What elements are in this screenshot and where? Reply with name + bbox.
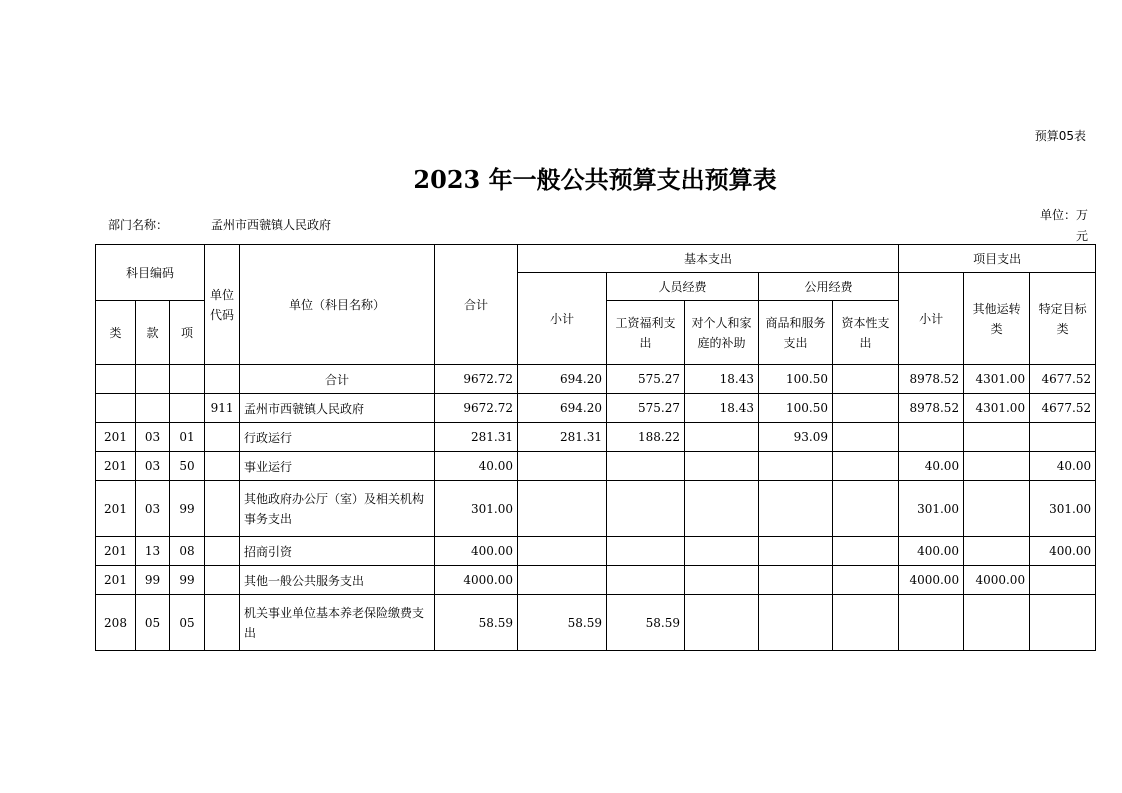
cell-capital — [833, 394, 899, 423]
cell-goods: 100.50 — [759, 394, 833, 423]
header-basic: 基本支出 — [518, 245, 899, 273]
cell-lei — [96, 394, 136, 423]
cell-lei: 201 — [96, 537, 136, 566]
table-row — [96, 452, 1096, 481]
cell-basic-subtotal: 281.31 — [518, 423, 607, 452]
cell-name: 其他政府办公厅（室）及相关机构事务支出 — [240, 481, 435, 537]
cell-project-subtotal: 8978.52 — [899, 365, 964, 394]
cell-individual: 18.43 — [685, 394, 759, 423]
cell-specific: 4677.52 — [1030, 394, 1096, 423]
cell-lei: 201 — [96, 452, 136, 481]
cell-other-transfer — [964, 452, 1030, 481]
cell-unit-code — [205, 423, 240, 452]
header-capital: 资本性支出 — [833, 301, 899, 365]
cell-goods — [759, 481, 833, 537]
table-row — [96, 537, 1096, 566]
page-title: 2023 年一般公共预算支出预算表 — [413, 165, 777, 194]
cell-goods — [759, 452, 833, 481]
cell-total: 400.00 — [435, 537, 518, 566]
cell-wages — [607, 566, 685, 595]
header-specific: 特定目标类 — [1030, 273, 1096, 365]
cell-kuan — [136, 394, 170, 423]
cell-project-subtotal: 8978.52 — [899, 394, 964, 423]
cell-xiang — [170, 365, 205, 394]
header-total: 合计 — [435, 245, 518, 365]
cell-xiang: 01 — [170, 423, 205, 452]
table-row — [96, 423, 1096, 452]
cell-capital — [833, 595, 899, 651]
cell-total: 40.00 — [435, 452, 518, 481]
cell-wages: 575.27 — [607, 394, 685, 423]
cell-wages — [607, 481, 685, 537]
header-goods: 商品和服务支出 — [759, 301, 833, 365]
cell-other-transfer — [964, 537, 1030, 566]
cell-total: 9672.72 — [435, 394, 518, 423]
cell-xiang — [170, 394, 205, 423]
cell-goods: 93.09 — [759, 423, 833, 452]
cell-basic-subtotal — [518, 566, 607, 595]
cell-specific — [1030, 595, 1096, 651]
cell-goods — [759, 566, 833, 595]
cell-total: 9672.72 — [435, 365, 518, 394]
cell-individual — [685, 595, 759, 651]
cell-individual — [685, 566, 759, 595]
cell-kuan — [136, 365, 170, 394]
cell-unit-code — [205, 595, 240, 651]
table-row — [96, 394, 1096, 423]
cell-unit-code: 911 — [205, 394, 240, 423]
cell-specific: 4677.52 — [1030, 365, 1096, 394]
cell-other-transfer — [964, 423, 1030, 452]
cell-basic-subtotal: 694.20 — [518, 365, 607, 394]
cell-specific — [1030, 566, 1096, 595]
header-project-subtotal: 小计 — [899, 273, 964, 365]
cell-basic-subtotal — [518, 452, 607, 481]
department-label: 部门名称： — [108, 218, 169, 232]
cell-name: 合计 — [240, 365, 435, 394]
cell-total: 4000.00 — [435, 566, 518, 595]
cell-lei: 201 — [96, 481, 136, 537]
header-individual: 对个人和家庭的补助 — [685, 301, 759, 365]
cell-name: 行政运行 — [240, 423, 435, 452]
cell-specific: 40.00 — [1030, 452, 1096, 481]
header-personnel: 人员经费 — [607, 273, 759, 301]
cell-lei: 208 — [96, 595, 136, 651]
cell-wages — [607, 452, 685, 481]
cell-project-subtotal: 400.00 — [899, 537, 964, 566]
cell-xiang: 99 — [170, 566, 205, 595]
header-public: 公用经费 — [759, 273, 899, 301]
cell-wages — [607, 537, 685, 566]
table-row — [96, 481, 1096, 537]
cell-basic-subtotal: 58.59 — [518, 595, 607, 651]
cell-kuan: 99 — [136, 566, 170, 595]
cell-specific: 301.00 — [1030, 481, 1096, 537]
cell-unit-code — [205, 566, 240, 595]
cell-other-transfer: 4000.00 — [964, 566, 1030, 595]
cell-total: 58.59 — [435, 595, 518, 651]
header-subject-code: 科目编码 — [96, 245, 205, 301]
cell-other-transfer: 4301.00 — [964, 365, 1030, 394]
cell-individual: 18.43 — [685, 365, 759, 394]
cell-capital — [833, 566, 899, 595]
table-row — [96, 595, 1096, 651]
cell-individual — [685, 481, 759, 537]
table-row — [96, 566, 1096, 595]
cell-goods — [759, 595, 833, 651]
cell-goods: 100.50 — [759, 365, 833, 394]
cell-specific: 400.00 — [1030, 537, 1096, 566]
cell-kuan: 03 — [136, 481, 170, 537]
cell-basic-subtotal — [518, 537, 607, 566]
cell-lei — [96, 365, 136, 394]
cell-wages: 58.59 — [607, 595, 685, 651]
cell-other-transfer — [964, 595, 1030, 651]
cell-name: 其他一般公共服务支出 — [240, 566, 435, 595]
cell-goods — [759, 537, 833, 566]
cell-kuan: 13 — [136, 537, 170, 566]
header-wages: 工资福利支出 — [607, 301, 685, 365]
cell-project-subtotal — [899, 423, 964, 452]
header-xiang: 项 — [170, 301, 205, 365]
cell-capital — [833, 423, 899, 452]
header-unit-name: 单位（科目名称） — [240, 245, 435, 365]
cell-name: 机关事业单位基本养老保险缴费支出 — [240, 595, 435, 651]
cell-capital — [833, 365, 899, 394]
cell-project-subtotal: 301.00 — [899, 481, 964, 537]
header-project: 项目支出 — [899, 245, 1096, 273]
cell-basic-subtotal: 694.20 — [518, 394, 607, 423]
table-row — [96, 365, 1096, 394]
cell-xiang: 50 — [170, 452, 205, 481]
unit-label: 单位：万元 — [1039, 208, 1088, 243]
header-unit-code: 单位代码 — [205, 245, 240, 365]
budget-table — [95, 244, 1096, 651]
header-kuan: 款 — [136, 301, 170, 365]
cell-unit-code — [205, 365, 240, 394]
cell-individual — [685, 423, 759, 452]
cell-wages: 188.22 — [607, 423, 685, 452]
cell-capital — [833, 481, 899, 537]
cell-xiang: 99 — [170, 481, 205, 537]
cell-lei: 201 — [96, 423, 136, 452]
cell-project-subtotal: 40.00 — [899, 452, 964, 481]
cell-capital — [833, 537, 899, 566]
header-other-transfer: 其他运转类 — [964, 273, 1030, 365]
cell-name: 孟州市西虢镇人民政府 — [240, 394, 435, 423]
cell-individual — [685, 452, 759, 481]
cell-specific — [1030, 423, 1096, 452]
cell-xiang: 05 — [170, 595, 205, 651]
cell-unit-code — [205, 537, 240, 566]
cell-lei: 201 — [96, 566, 136, 595]
cell-name: 事业运行 — [240, 452, 435, 481]
header-basic-subtotal: 小计 — [518, 273, 607, 365]
header-lei: 类 — [96, 301, 136, 365]
cell-basic-subtotal — [518, 481, 607, 537]
cell-total: 301.00 — [435, 481, 518, 537]
cell-wages: 575.27 — [607, 365, 685, 394]
form-number: 预算05表 — [1034, 129, 1086, 143]
cell-unit-code — [205, 452, 240, 481]
cell-kuan: 03 — [136, 452, 170, 481]
cell-other-transfer: 4301.00 — [964, 394, 1030, 423]
department-name: 孟州市西虢镇人民政府 — [211, 218, 332, 232]
cell-capital — [833, 452, 899, 481]
cell-total: 281.31 — [435, 423, 518, 452]
cell-project-subtotal — [899, 595, 964, 651]
cell-name: 招商引资 — [240, 537, 435, 566]
cell-individual — [685, 537, 759, 566]
cell-kuan: 05 — [136, 595, 170, 651]
cell-other-transfer — [964, 481, 1030, 537]
cell-project-subtotal: 4000.00 — [899, 566, 964, 595]
cell-kuan: 03 — [136, 423, 170, 452]
cell-unit-code — [205, 481, 240, 537]
cell-xiang: 08 — [170, 537, 205, 566]
